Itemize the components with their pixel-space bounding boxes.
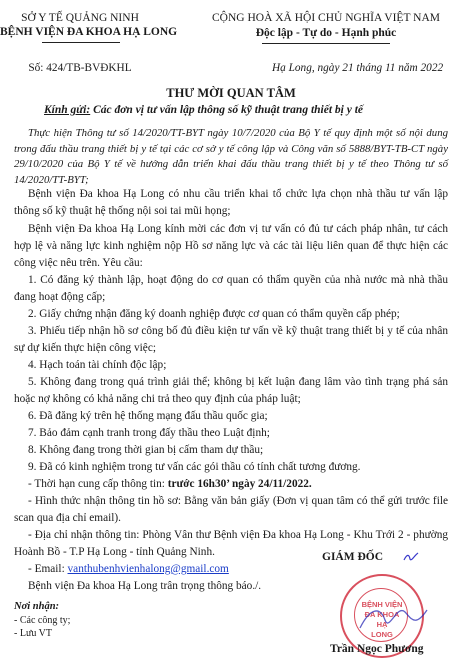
document-number: Số: 424/TB-BVĐKHL <box>28 62 132 74</box>
document-date: Hạ Long, ngày 21 tháng 11 năm 2022 <box>272 62 444 74</box>
email-label: - Email: <box>28 563 68 575</box>
handwritten-signature-icon <box>355 598 435 638</box>
hospital-name: BỆNH VIỆN ĐA KHOA HẠ LONG <box>0 26 178 38</box>
ministry-name: SỞ Y TẾ QUẢNG NINH <box>21 12 139 24</box>
stamp-line: LONG <box>371 630 393 639</box>
closing-line: Bệnh viện Đa khoa Hạ Long trân trọng thông báo./. <box>28 580 262 592</box>
recipient-list-item: - Lưu VT <box>14 628 53 639</box>
intro-paragraph: Thực hiện Thông tư số 14/2020/TT-BYT ngày 10/7/2020 của Bộ Y tế quy định một số nội dung trong đấu thầu trang thiết bị y tế tại các cơ sở y tế công lập và Công văn số 5888/BYT-TB-CT ngày 29/10/2020 của Bộ Y tế về hướng dẫn triển khai đấu thầu trang thiết bị y tế theo Thông tư số 14/2020/TT-BYT; <box>14 127 448 186</box>
stamp-line: BỆNH VIỆN <box>361 600 403 609</box>
recipient-label: Kính gửi: <box>44 104 91 116</box>
motto-underline <box>262 43 390 44</box>
republic-name: CỘNG HOÀ XÃ HỘI CHỦ NGHĨA VIỆT NAM <box>212 12 440 24</box>
recipient-text: Các đơn vị tư vấn lập thông số kỹ thuật trang thiết bị y tế <box>90 104 363 116</box>
submission-address: - Địa chỉ nhận thông tin: Phòng Vân thư Bệnh viện Đa khoa Hạ Long - Khu Trới 2 - phường Hoành Bồ - T.P Hạ Long - tỉnh Quảng Ninh. <box>14 529 448 558</box>
recipient-list-item: - Các công ty; <box>14 615 71 626</box>
submission-form: - Hình thức nhận thông tin hồ sơ: Bằng văn bản giấy (Đơn vị quan tâm có thể gửi trước file scan qua địa chỉ email). <box>14 495 448 524</box>
requirement-item: 4. Hạch toán tài chính độc lập; <box>28 359 167 371</box>
requirement-item: 3. Phiếu tiếp nhận hồ sơ công bố đủ điều kiện tư vấn về kỹ thuật trang thiết bị y tế của nhân sự dự kiến thực hiện công việc; <box>14 325 448 354</box>
requirement-item: 7. Bảo đảm cạnh tranh trong đấy thầu theo Luật định; <box>28 427 270 439</box>
paragraph-invitation: Bệnh viện Đa khoa Hạ Long kính mời các đơn vị tư vấn có đủ tư cách pháp nhân, tư cách hợp lệ và năng lực kinh nghiệm nộp Hồ sơ năng lực và các tài liệu liên quan để thực hiện các công việc nêu trên. Yêu cầu: <box>14 223 448 269</box>
requirement-item: 1. Có đăng ký thành lập, hoạt động do cơ quan có thẩm quyền của nhà nước mà nhà thầu đang hoạt động cấp; <box>14 274 448 303</box>
paragraph-need: Bệnh viện Đa khoa Hạ Long có nhu cầu triển khai tổ chức lựa chọn nhà thầu tư vấn lập thông số kỹ thuật hệ thống nội soi tai mũi họng; <box>14 188 448 217</box>
stamp-line: ĐA KHOA <box>364 610 400 619</box>
signer-name: Trần Ngọc Phương <box>330 643 424 655</box>
requirement-item: 8. Không đang trong thời gian bị cấm tham dự thầu; <box>28 444 264 456</box>
email-link[interactable]: vanthubenhvienhalong@gmail.com <box>67 563 229 575</box>
requirement-item: 5. Không đang trong quá trình giải thể; không bị kết luận đang lâm vào tình trạng phá sản hoặc nợ không có khả năng chi trả theo quy định của pháp luật; <box>14 376 448 405</box>
signature-tick-icon <box>403 552 419 564</box>
page-title: THƯ MỜI QUAN TÂM <box>166 86 296 100</box>
requirement-item: 6. Đã đăng ký trên hệ thống mạng đấu thầu quốc gia; <box>28 410 268 422</box>
requirement-item: 2. Giấy chứng nhận đăng ký doanh nghiệp được cơ quan có thẩm quyền cấp phép; <box>28 308 400 320</box>
recipient-line <box>44 104 363 116</box>
deadline-value: trước 16h30’ ngày 24/11/2022. <box>167 478 312 490</box>
recipients-label: Nơi nhận: <box>14 601 60 612</box>
hospital-underline <box>42 42 120 43</box>
requirement-item: 9. Đã có kinh nghiệm trong tư vấn các gói thầu có tính chất tương đương. <box>28 461 361 473</box>
signer-position: GIÁM ĐỐC <box>322 551 384 563</box>
deadline-line <box>14 476 448 493</box>
motto: Độc lập - Tự do - Hạnh phúc <box>255 27 397 39</box>
deadline-label: - Thời hạn cung cấp thông tin: <box>28 478 168 490</box>
stamp-line: HẠ <box>376 620 388 629</box>
